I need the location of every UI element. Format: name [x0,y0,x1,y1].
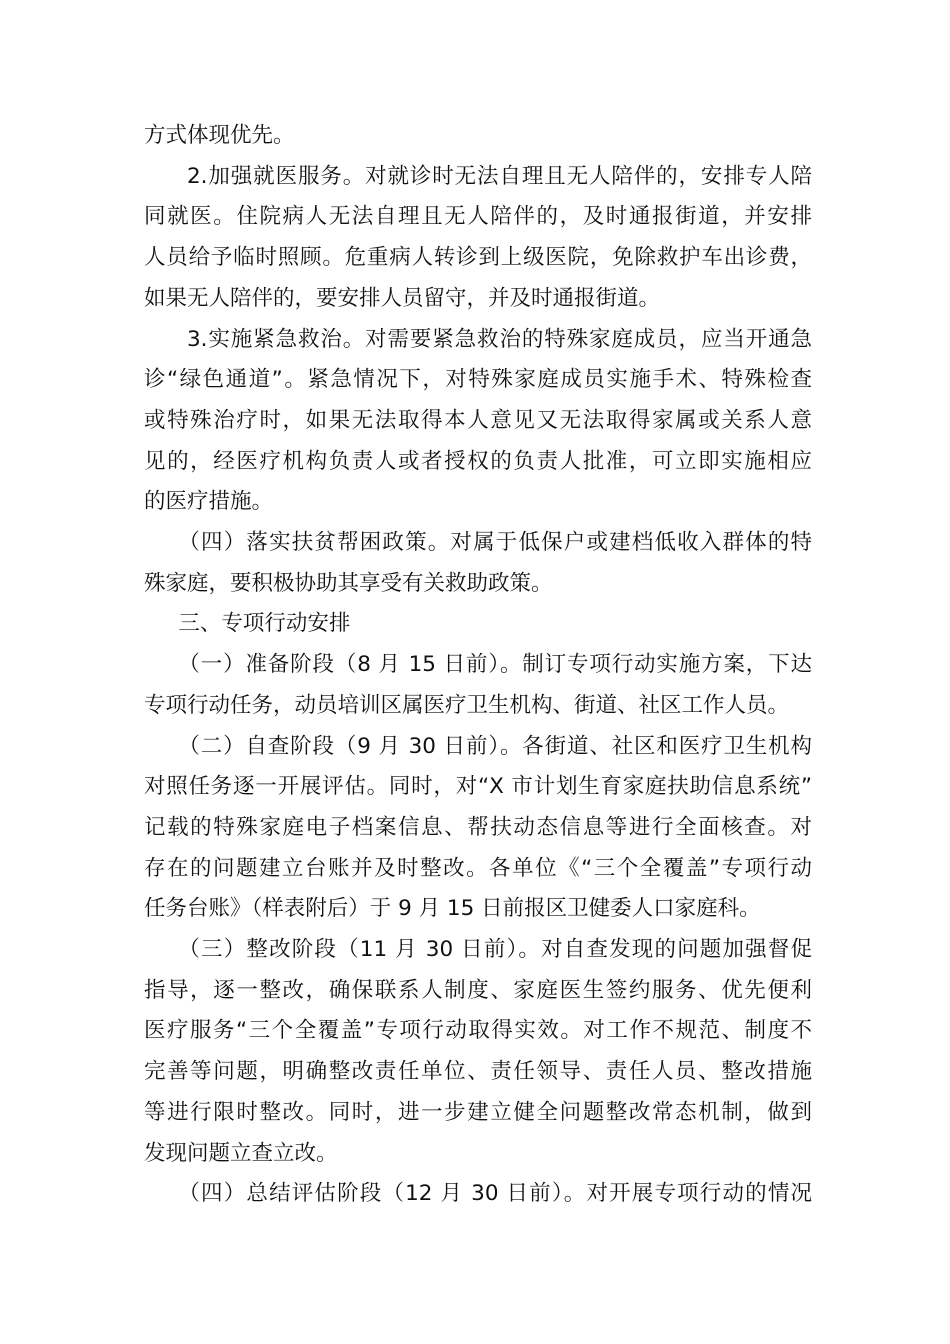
text-line: 指导，逐一整改，确保联系人制度、家庭医生签约服务、优先便利 [144,977,812,1003]
text-line: （一）准备阶段（8 月 15 日前）。制订专项行动实施方案，下达 [178,652,812,678]
text-line: 等进行限时整改。同时，进一步建立健全问题整改常态机制，做到 [144,1099,812,1125]
text-line: 专项行动任务，动员培训区属医疗卫生机构、街道、社区工作人员。 [144,692,790,718]
text-line: 发现问题立查立改。 [144,1140,338,1166]
text-line: 医疗服务“三个全覆盖”专项行动取得实效。对工作不规范、制度不 [144,1018,812,1044]
text-line: 或特殊治疗时，如果无法取得本人意见又无法取得家属或关系人意 [144,407,812,433]
text-line: 如果无人陪伴的，要安排人员留守，并及时通报街道。 [144,285,661,311]
text-line: 对照任务逐一开展评估。同时，对“X 市计划生育家庭扶助信息系统” [144,774,812,800]
text-line: 任务台账》（样表附后）于 9 月 15 日前报区卫健委人口家庭科。 [144,896,761,922]
text-line: 方式体现优先。 [144,123,295,148]
paragraph-medical-service [144,157,812,320]
paragraph-continuation [144,116,812,157]
paragraph-rectification-stage [144,930,812,1174]
paragraph-preparation-stage [144,645,812,726]
paragraph-poverty-policy [144,523,812,604]
text-line: 完善等问题，明确整改责任单位、责任领导、责任人员、整改措施 [144,1059,812,1085]
text-line: 同就医。住院病人无法自理且无人陪伴的，及时通报街道，并安排 [144,204,812,230]
text-line: 3.实施紧急救治。对需要紧急救治的特殊家庭成员，应当开通急 [187,326,812,352]
text-line: （四）总结评估阶段（12 月 30 日前）。对开展专项行动的情况 [178,1181,812,1207]
text-line: 存在的问题建立台账并及时整改。各单位《“三个全覆盖”专项行动 [144,855,812,881]
paragraph-summary-stage [144,1174,812,1215]
section-title: 三、专项行动安排 [178,611,351,637]
text-line: 诊“绿色通道”。紧急情况下，对特殊家庭成员实施手术、特殊检查 [144,367,812,393]
text-line: 的医疗措施。 [144,489,274,515]
document-body [144,116,812,1215]
text-line: 见的，经医疗机构负责人或者授权的负责人批准，可立即实施相应 [144,448,812,474]
text-line: （三）整改阶段（11 月 30 日前）。对自查发现的问题加强督促 [178,937,812,963]
text-line: （二）自查阶段（9 月 30 日前）。各街道、社区和医疗卫生机构 [178,733,812,759]
text-line: 人员给予临时照顾。危重病人转诊到上级医院，免除救护车出诊费， [144,245,812,271]
paragraph-self-check-stage [144,727,812,931]
paragraph-emergency-treatment [144,320,812,524]
text-line: 记载的特殊家庭电子档案信息、帮扶动态信息等进行全面核查。对 [144,814,812,840]
text-line: （四）落实扶贫帮困政策。对属于低保户或建档低收入群体的特 [178,530,812,556]
text-line: 殊家庭，要积极协助其享受有关救助政策。 [144,570,553,596]
text-line: 2.加强就医服务。对就诊时无法自理且无人陪伴的，安排专人陪 [187,163,812,189]
section-heading [144,604,812,645]
